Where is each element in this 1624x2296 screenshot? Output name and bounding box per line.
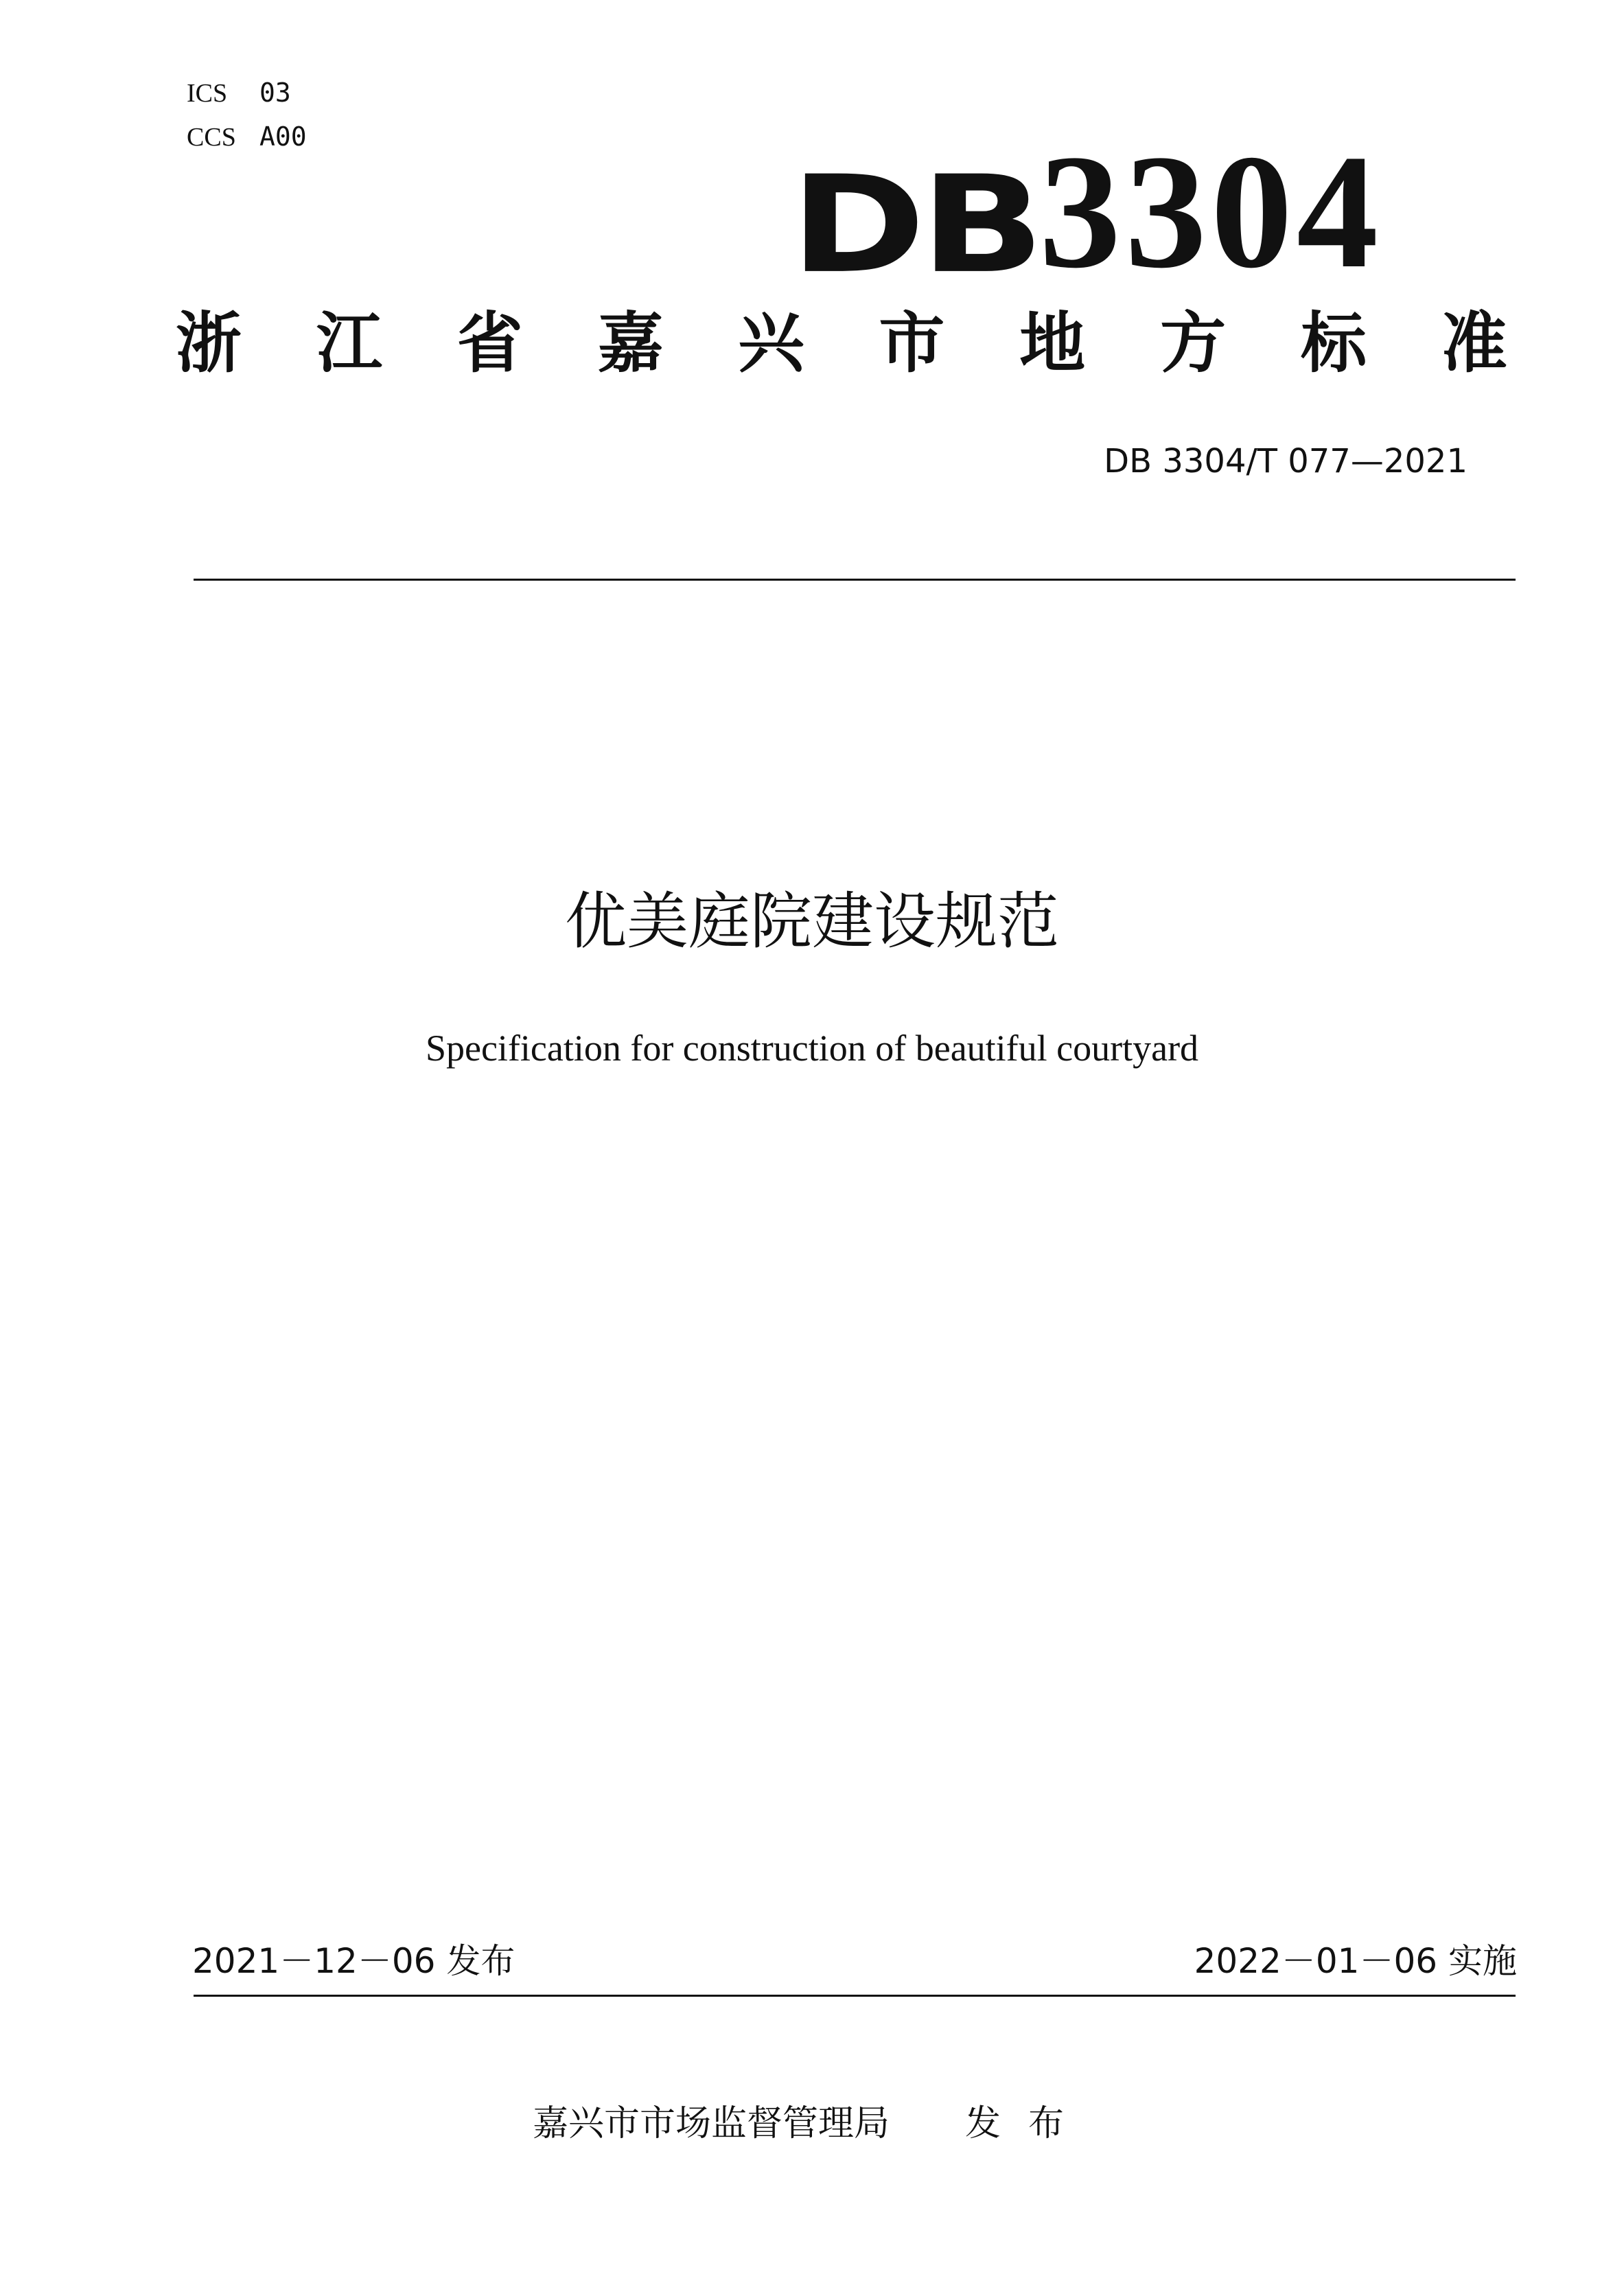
- standard-type-char: 地: [1019, 305, 1086, 382]
- ics-value: 03: [259, 78, 291, 108]
- bottom-divider: [194, 1995, 1516, 1997]
- db-standard-mark: [790, 121, 1382, 303]
- standard-type-char: 市: [879, 305, 945, 382]
- ccs-code: [187, 121, 307, 152]
- issuer-action: 发布: [965, 2103, 1092, 2144]
- ics-code: [187, 80, 291, 106]
- issuer-line: [0, 2103, 1624, 2144]
- standard-type-char: 兴: [738, 305, 804, 382]
- chinese-title: 优美庭院建设规范: [565, 885, 1059, 958]
- issuer-organization: 嘉兴市市场监督管理局: [532, 2103, 890, 2144]
- ccs-value: A00: [259, 121, 307, 152]
- ics-label: ICS: [187, 79, 228, 108]
- standard-type-char: 浙: [176, 305, 242, 382]
- ccs-label: CCS: [187, 123, 236, 152]
- standard-type-char: 方: [1160, 305, 1227, 382]
- standard-type-char: 标: [1301, 305, 1367, 382]
- standard-type-char: 省: [456, 305, 523, 382]
- standard-type-heading: [176, 305, 1507, 382]
- standard-number: DB 3304/T 077—2021: [1104, 442, 1468, 480]
- db-letters: DB: [790, 147, 1039, 303]
- english-title: Specification for construction of beautiful courtyard: [425, 1028, 1199, 1069]
- standard-type-char: 准: [1441, 305, 1507, 382]
- top-divider: [194, 579, 1516, 581]
- db-region-code: 3304: [1039, 121, 1382, 302]
- implementation-date: 2022－01－06 实施: [1194, 1941, 1517, 1981]
- standard-type-char: 江: [316, 305, 382, 382]
- standard-type-char: 嘉: [597, 305, 664, 382]
- issue-date: 2021－12－06 发布: [192, 1941, 515, 1981]
